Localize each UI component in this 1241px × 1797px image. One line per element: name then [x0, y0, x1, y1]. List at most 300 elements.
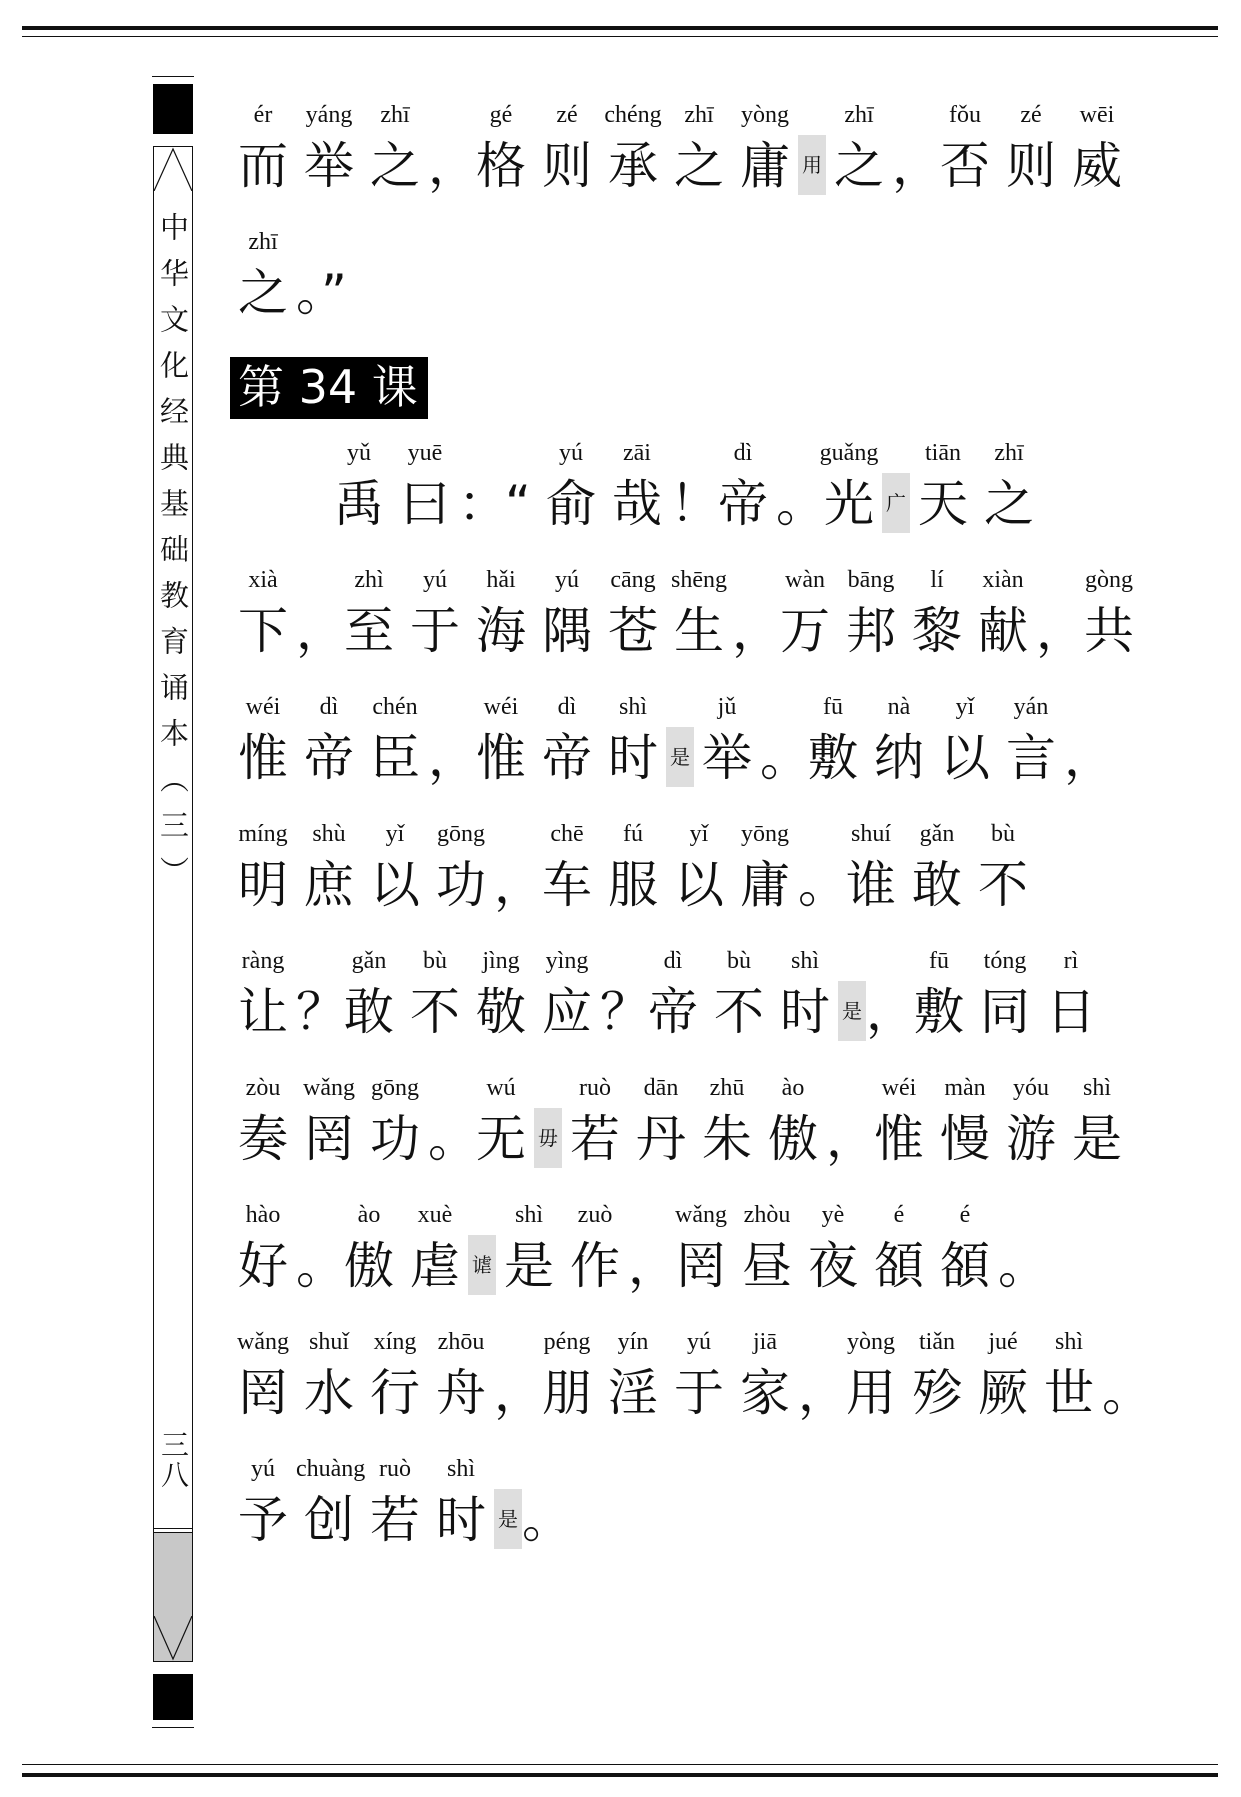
hanzi: 丹 — [636, 1110, 686, 1168]
character-unit — [668, 1195, 734, 1297]
pinyin — [296, 1195, 336, 1235]
character-unit — [562, 1195, 628, 1297]
pinyin: bù — [991, 821, 1015, 847]
spine-grey-panel — [153, 1532, 193, 1662]
pinyin: é — [893, 1202, 905, 1228]
text-line — [326, 433, 1050, 560]
punctuation — [732, 560, 782, 662]
pinyin — [296, 560, 336, 600]
punctuation-mark: 。 — [1102, 1364, 1152, 1422]
pinyin — [670, 433, 710, 473]
hanzi: 敢 — [912, 856, 962, 914]
hanzi: 创 — [304, 1491, 354, 1549]
hanzi: 言 — [1006, 729, 1056, 787]
pinyin: dì — [663, 948, 683, 974]
character-unit — [362, 95, 428, 197]
hanzi: 頟 — [940, 1237, 990, 1295]
punctuation — [494, 1322, 544, 1424]
character-unit — [402, 1195, 468, 1297]
hanzi: 谁 — [846, 856, 896, 914]
pinyin — [428, 1068, 468, 1108]
punctuation-mark: ？ — [296, 983, 346, 1041]
hanzi: 帝 — [542, 729, 592, 787]
top-border-thick — [22, 26, 1218, 30]
hanzi: 厥 — [978, 1364, 1028, 1422]
punctuation — [428, 95, 478, 197]
pinyin: yōng — [741, 821, 789, 847]
hanzi: 行 — [370, 1364, 420, 1422]
character-unit — [910, 433, 976, 535]
pinyin: wǎng — [675, 1202, 727, 1228]
character-unit — [838, 814, 904, 916]
pinyin — [628, 1195, 668, 1235]
hanzi: 于 — [674, 1364, 724, 1422]
hanzi: 若 — [370, 1491, 420, 1549]
hanzi: 是 — [1072, 1110, 1122, 1168]
pinyin: bù — [727, 948, 751, 974]
hanzi: 时 — [608, 729, 658, 787]
character-unit — [534, 814, 600, 916]
punctuation — [296, 222, 347, 324]
pinyin: fū — [823, 694, 843, 720]
hanzi: 让 — [238, 983, 288, 1041]
character-unit — [534, 687, 600, 789]
pinyin: wǎng — [303, 1075, 355, 1101]
pinyin: zhī — [994, 440, 1024, 466]
pinyin: ruò — [379, 1456, 411, 1482]
character-unit — [932, 1068, 998, 1170]
character-unit — [734, 1195, 800, 1297]
character-unit — [296, 687, 362, 789]
pinyin: jué — [988, 1329, 1018, 1355]
punctuation-mark: ， — [798, 1364, 848, 1422]
hanzi: 海 — [476, 602, 526, 660]
hanzi: 下 — [238, 602, 288, 660]
hanzi: 用 — [846, 1364, 896, 1422]
hanzi: 功 — [370, 1110, 420, 1168]
pinyin: wàn — [785, 567, 825, 593]
hanzi: 则 — [542, 137, 592, 195]
character-unit — [998, 1068, 1064, 1170]
pinyin: zhī — [844, 102, 874, 128]
punctuation — [428, 687, 478, 789]
character-unit — [336, 560, 402, 662]
punctuation — [628, 1195, 678, 1297]
character-unit — [468, 687, 534, 789]
text-line — [230, 1195, 1050, 1322]
character-unit — [336, 1195, 402, 1297]
character-unit — [326, 433, 392, 535]
pinyin: hào — [245, 1202, 281, 1228]
hanzi: 游 — [1006, 1110, 1056, 1168]
character-unit — [296, 1322, 362, 1424]
pinyin — [296, 941, 336, 981]
hanzi: 明 — [238, 856, 288, 914]
punctuation-mark: ？ — [600, 983, 650, 1041]
spine-top-line — [152, 76, 194, 77]
gloss-annotation: 谑 — [468, 1235, 496, 1295]
character-unit — [604, 433, 670, 535]
hanzi: 臣 — [370, 729, 420, 787]
pinyin: fū — [929, 948, 949, 974]
hanzi: 殄 — [912, 1364, 962, 1422]
spine-top-block — [153, 84, 193, 134]
hanzi: 格 — [476, 137, 526, 195]
character-unit — [600, 687, 666, 789]
pinyin: yuē — [407, 440, 443, 466]
character-unit — [666, 95, 732, 197]
hanzi: 朱 — [702, 1110, 752, 1168]
punctuation-mark: 。 — [296, 1237, 346, 1295]
punctuation — [494, 814, 544, 916]
character-unit — [1038, 941, 1104, 1043]
character-unit — [562, 1068, 628, 1170]
character-unit — [296, 814, 362, 916]
pinyin — [1064, 687, 1104, 727]
pinyin: yòng — [847, 1329, 895, 1355]
pinyin: wú — [486, 1075, 516, 1101]
punctuation-mark: ， — [866, 983, 916, 1041]
character-unit — [800, 1195, 866, 1297]
hanzi: 曰 — [400, 475, 450, 533]
punctuation-mark: 。 — [522, 1491, 572, 1549]
hanzi: 生 — [674, 602, 724, 660]
character-unit — [640, 941, 706, 1043]
character-unit — [600, 560, 666, 662]
hanzi: 苍 — [608, 602, 658, 660]
pinyin: gòng — [1085, 567, 1133, 593]
hanzi: 若 — [570, 1110, 620, 1168]
punctuation — [498, 433, 538, 535]
character-unit — [296, 1449, 366, 1551]
hanzi: 不 — [978, 856, 1028, 914]
character-unit — [428, 814, 494, 916]
pinyin: jìng — [482, 948, 520, 974]
punctuation — [826, 1068, 876, 1170]
hanzi: 奏 — [238, 1110, 288, 1168]
hanzi: 作 — [570, 1237, 620, 1295]
character-unit — [230, 941, 296, 1043]
hanzi: 以 — [674, 856, 724, 914]
hanzi: 天 — [918, 475, 968, 533]
punctuation — [1064, 687, 1114, 789]
pinyin: shì — [1054, 1329, 1083, 1355]
hanzi: 服 — [608, 856, 658, 914]
character-unit — [932, 1195, 998, 1297]
character-unit — [866, 1068, 932, 1170]
pinyin: gōng — [371, 1075, 419, 1101]
hanzi: 之 — [984, 475, 1034, 533]
pinyin — [600, 941, 640, 981]
pinyin: yǐ — [689, 821, 709, 847]
punctuation-mark: “ — [505, 475, 531, 533]
pinyin: xià — [248, 567, 278, 593]
pinyin: xiàn — [982, 567, 1024, 593]
character-unit — [362, 814, 428, 916]
hanzi: 举 — [304, 137, 354, 195]
punctuation — [670, 433, 720, 535]
character-unit — [296, 1068, 362, 1170]
hanzi: 之 — [834, 137, 884, 195]
hanzi: 车 — [542, 856, 592, 914]
punctuation — [428, 1068, 478, 1170]
hanzi: 好 — [238, 1237, 288, 1295]
punctuation-mark: ， — [1036, 602, 1086, 660]
character-unit — [732, 1322, 798, 1424]
character-unit — [230, 1068, 296, 1170]
character-unit — [1076, 560, 1142, 662]
pinyin: zhì — [354, 567, 384, 593]
pinyin: ào — [781, 1075, 805, 1101]
character-unit — [970, 814, 1036, 916]
hanzi: 同 — [980, 983, 1030, 1041]
pinyin: dì — [733, 440, 753, 466]
character-unit — [534, 941, 600, 1043]
text-line — [230, 222, 1050, 349]
pinyin — [776, 433, 816, 473]
character-unit — [362, 1449, 428, 1551]
hanzi: 虐 — [410, 1237, 460, 1295]
pinyin: ér — [253, 102, 273, 128]
hanzi: 帝 — [648, 983, 698, 1041]
pinyin — [732, 560, 772, 600]
character-unit — [428, 1449, 494, 1551]
hanzi: 万 — [780, 602, 830, 660]
character-unit — [932, 95, 998, 197]
pinyin: zhī — [380, 102, 410, 128]
pinyin: gǎn — [919, 821, 955, 847]
hanzi: 功 — [436, 856, 486, 914]
character-unit — [904, 1322, 970, 1424]
character-unit — [600, 1322, 666, 1424]
hanzi: 罔 — [238, 1364, 288, 1422]
character-unit — [496, 1195, 562, 1297]
hanzi: 庸 — [740, 856, 790, 914]
lesson-heading-row — [230, 349, 1050, 433]
punctuation — [296, 941, 346, 1043]
hanzi: 时 — [780, 983, 830, 1041]
hanzi: 世 — [1044, 1364, 1094, 1422]
character-unit — [976, 433, 1042, 535]
punctuation — [798, 1322, 848, 1424]
pinyin: dān — [643, 1075, 679, 1101]
pinyin — [1102, 1322, 1142, 1362]
pinyin — [428, 687, 468, 727]
text-line — [230, 95, 1122, 222]
text-line — [230, 814, 1050, 941]
pinyin: jǔ — [717, 694, 737, 720]
hanzi: 无 — [476, 1110, 526, 1168]
character-unit — [904, 814, 970, 916]
punctuation-mark: 。 — [776, 475, 826, 533]
pinyin: zé — [556, 102, 578, 128]
hanzi: 献 — [978, 602, 1028, 660]
pinyin: shuí — [850, 821, 891, 847]
pinyin: chuàng — [296, 1456, 366, 1482]
character-unit — [932, 687, 998, 789]
hanzi: 朋 — [542, 1364, 592, 1422]
lesson-passage — [230, 433, 1152, 1576]
character-unit — [694, 1068, 760, 1170]
pinyin: lí — [930, 567, 944, 593]
pinyin — [522, 1449, 562, 1489]
passage-continuation — [230, 95, 1122, 349]
pinyin: zhī — [684, 102, 714, 128]
punctuation-mark: 。 — [998, 1237, 1048, 1295]
text-line — [230, 1322, 1152, 1449]
punctuation — [798, 814, 848, 916]
pinyin: yòng — [741, 102, 789, 128]
pinyin: ào — [357, 1202, 381, 1228]
pinyin: gōng — [437, 821, 485, 847]
bottom-border-thick — [22, 1773, 1218, 1777]
pinyin: chén — [372, 694, 418, 720]
character-unit — [816, 433, 882, 535]
pinyin — [494, 814, 534, 854]
pinyin: jiā — [753, 1329, 777, 1355]
hanzi: 敬 — [476, 983, 526, 1041]
character-unit — [296, 95, 362, 197]
character-unit — [866, 1195, 932, 1297]
hanzi: 日 — [1046, 983, 1096, 1041]
character-unit — [402, 560, 468, 662]
pinyin: rì — [1063, 948, 1079, 974]
text-line — [230, 941, 1096, 1068]
punctuation — [522, 1449, 572, 1551]
pinyin: shì — [446, 1456, 475, 1482]
pinyin: dì — [557, 694, 577, 720]
hanzi: 敢 — [344, 983, 394, 1041]
hanzi: 承 — [608, 137, 658, 195]
hanzi: 纳 — [874, 729, 924, 787]
character-unit — [534, 95, 600, 197]
character-unit — [838, 1322, 904, 1424]
pinyin — [498, 433, 538, 473]
pinyin: yú — [687, 1329, 711, 1355]
punctuation-mark: ， — [1064, 729, 1114, 787]
punctuation — [998, 1195, 1048, 1297]
hanzi: 傲 — [344, 1237, 394, 1295]
punctuation — [458, 433, 508, 535]
pinyin: ruò — [579, 1075, 611, 1101]
pinyin: wéi — [245, 694, 281, 720]
character-unit — [826, 95, 892, 197]
pinyin: cāng — [610, 567, 656, 593]
hanzi: 罔 — [304, 1110, 354, 1168]
text-line — [230, 1449, 1050, 1576]
character-unit — [710, 433, 776, 535]
hanzi: 傲 — [768, 1110, 818, 1168]
pinyin: tóng — [983, 948, 1027, 974]
hanzi: 应 — [542, 983, 592, 1041]
pinyin: guǎng — [819, 440, 879, 466]
spine-top-chevron-icon — [154, 147, 192, 191]
hanzi: 威 — [1072, 137, 1122, 195]
character-unit — [392, 433, 458, 535]
punctuation — [1102, 1322, 1152, 1424]
character-unit — [998, 687, 1064, 789]
pinyin: zé — [1020, 102, 1042, 128]
character-unit — [468, 95, 534, 197]
pinyin: wéi — [483, 694, 519, 720]
pinyin: shì — [790, 948, 819, 974]
gloss-annotation: 广 — [882, 473, 910, 533]
character-unit — [230, 560, 296, 662]
hanzi: 以 — [940, 729, 990, 787]
hanzi: 淫 — [608, 1364, 658, 1422]
punctuation — [760, 687, 810, 789]
pinyin: bāng — [847, 567, 895, 593]
character-unit — [772, 560, 838, 662]
hanzi: 舟 — [436, 1364, 486, 1422]
punctuation-mark: ： — [458, 475, 508, 533]
pinyin: màn — [944, 1075, 986, 1101]
pinyin: shì — [618, 694, 647, 720]
punctuation-mark: 。 — [760, 729, 810, 787]
pinyin: shì — [514, 1202, 543, 1228]
hanzi: 黎 — [912, 602, 962, 660]
gloss-annotation: 毋 — [534, 1108, 562, 1168]
punctuation — [1036, 560, 1086, 662]
pinyin: yú — [423, 567, 447, 593]
pinyin: zuò — [577, 1202, 613, 1228]
book-title: 中华文化经典基础教育诵本（三） — [156, 212, 190, 902]
hanzi: 庶 — [304, 856, 354, 914]
pinyin — [494, 1322, 534, 1362]
hanzi: 惟 — [476, 729, 526, 787]
pinyin: shuǐ — [308, 1329, 349, 1355]
text-line — [230, 1068, 1122, 1195]
hanzi: 頟 — [874, 1237, 924, 1295]
hanzi: 敷 — [914, 983, 964, 1041]
pinyin: yǐ — [955, 694, 975, 720]
hanzi: 举 — [702, 729, 752, 787]
hanzi: 夜 — [808, 1237, 858, 1295]
hanzi: 是 — [504, 1237, 554, 1295]
character-unit — [402, 941, 468, 1043]
page-number: 三八 — [157, 1430, 190, 1490]
pinyin: gǎn — [351, 948, 387, 974]
character-unit — [428, 1322, 494, 1424]
character-unit — [230, 1322, 296, 1424]
pinyin: zhū — [709, 1075, 745, 1101]
pinyin: é — [959, 1202, 971, 1228]
gloss-annotation: 是 — [494, 1489, 522, 1549]
pinyin: zhōu — [437, 1329, 485, 1355]
lesson-title: 第 34 课 — [230, 357, 428, 419]
hanzi: 惟 — [238, 729, 288, 787]
pinyin: yóu — [1013, 1075, 1049, 1101]
pinyin — [296, 222, 336, 262]
punctuation-mark: ， — [428, 137, 478, 195]
spine-divider — [153, 1528, 193, 1529]
spine-bottom-block — [153, 1674, 193, 1720]
pinyin: yú — [251, 1456, 275, 1482]
pinyin: xuè — [417, 1202, 453, 1228]
punctuation-mark: ， — [892, 137, 942, 195]
pinyin: ràng — [241, 948, 285, 974]
pinyin: fǒu — [949, 102, 981, 128]
pinyin: péng — [543, 1329, 591, 1355]
character-unit — [362, 687, 428, 789]
pinyin: nà — [887, 694, 911, 720]
punctuation-mark: ， — [494, 1364, 544, 1422]
character-unit — [600, 95, 666, 197]
character-unit — [362, 1322, 428, 1424]
punctuation-mark: ， — [732, 602, 782, 660]
pinyin: wēi — [1079, 102, 1115, 128]
character-unit — [666, 560, 732, 662]
